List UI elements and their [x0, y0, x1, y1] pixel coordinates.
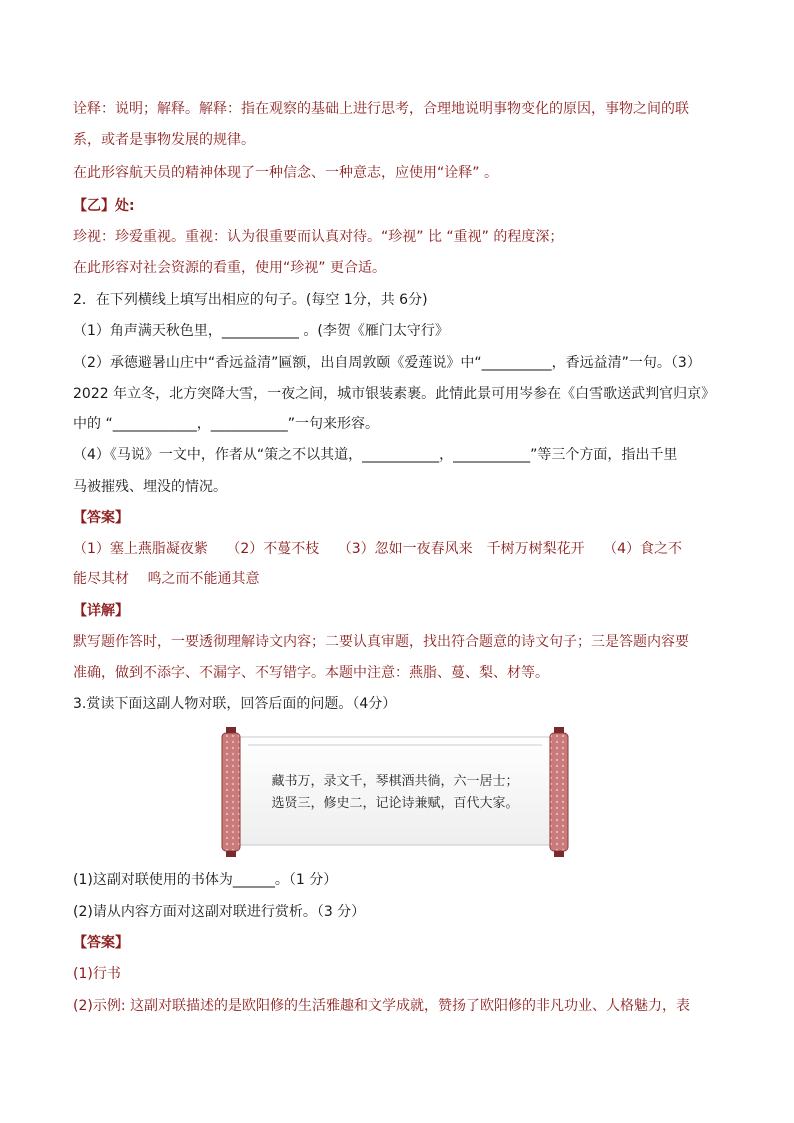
answer-line: (2)示例: 这副对联描述的是欧阳修的生活雅趣和文学成就，赞扬了欧阳修的非凡功业、人格魅力，表: [73, 998, 690, 1014]
answer-line: 能尽其材 鸣之而不能通其意: [73, 571, 260, 587]
question-line: (2)请从内容方面对这副对联进行赏析。（3 分）: [73, 904, 366, 920]
question-line: (1)这副对联使用的书体为______。（1 分）: [73, 872, 338, 888]
couplet-scroll-image: [218, 727, 572, 857]
text-line: 诠释：说明；解释。解释：指在观察的基础上进行思考，合理地说明事物变化的原因，事物之间的联: [73, 101, 689, 117]
couplet-line-1: 藏书万，录文千，琴棋酒共徜，六一居士；: [271, 774, 519, 789]
section-heading: 【详解】: [73, 603, 129, 619]
couplet-line-2: 选贤三，修史二，记论诗兼赋，百代大家。: [271, 796, 519, 811]
detail-line: 默写题作答时，一要透彻理解诗文内容；二要认真审题，找出符合题意的诗文句子；三是答题内容要: [73, 634, 689, 650]
answer-line: （1）塞上燕脂凝夜紫 （2）不蔓不枝 （3）忽如一夜春风来 千树万树梨花开 （4）食之不: [73, 541, 682, 557]
text-line: 在此形容航天员的精神体现了一种信念、一种意志，应使用“诠释” 。: [73, 165, 498, 181]
section-heading: 【答案】: [73, 935, 129, 951]
section-heading: 【答案】: [73, 510, 129, 526]
answer-line: (1)行书: [73, 966, 121, 982]
text-line: 系，或者是事物发展的规律。: [73, 132, 255, 148]
detail-line: 准确，做到不添字、不漏字、不写错字。本题中注意：燕脂、蔓、梨、材等。: [73, 665, 549, 681]
question-line: （2）承德避暑山庄中“香远益清”匾额，出自周敦颐《爱莲说》中“__________，香远益清”一句。（3）: [73, 355, 701, 371]
question-line: （1）角声满天秋色里，___________ 。(李贺《雁门太守行》: [73, 323, 449, 339]
question-line: 马被摧残、埋没的情况。: [73, 479, 227, 495]
question-title: 2．在下列横线上填写出相应的句子。(每空 1分，共 6分): [73, 292, 428, 308]
question-line: 2022 年立冬，北方突降大雪，一夜之间，城市银装素裹。此情此景可用岑参在《白雪歌送武判官归京》: [73, 386, 716, 402]
text-line: 珍视：珍爱重视。重视：认为很重要而认真对待。“珍视” 比 “重视” 的程度深；: [73, 229, 564, 245]
question-line: 中的 “____________，___________”一句来形容。: [73, 416, 379, 432]
section-heading: 【乙】处:: [73, 198, 135, 214]
question-line: （4）《马说》一文中，作者从“策之不以其道，___________，___________”等三个方面，指出千里: [73, 447, 678, 463]
text-line: 在此形容对社会资源的看重，使用“珍视” 更合适。: [73, 260, 386, 276]
question-title: 3.赏读下面这副人物对联，回答后面的问题。（4分）: [73, 696, 397, 712]
